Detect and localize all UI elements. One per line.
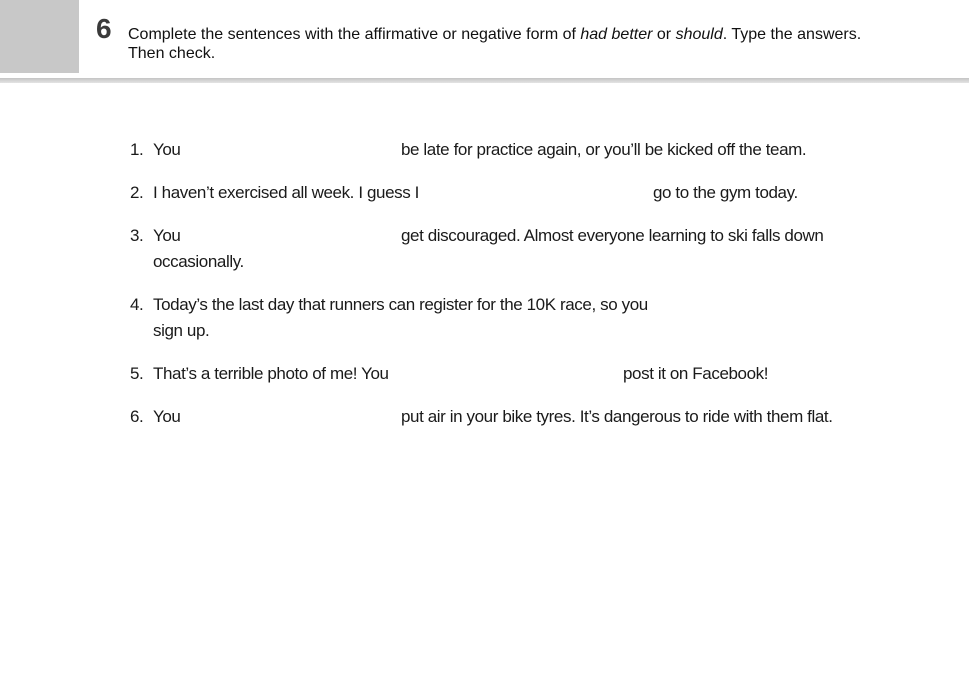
instruction-emphasis-should: should [675,26,723,43]
answer-input-1[interactable] [184,139,402,161]
item-text-after: go to the gym today. [653,183,798,202]
item-text-after: get discouraged. Almost everyone learning to ski falls down [401,226,824,245]
item-number: 2. [130,183,144,202]
item-text-continuation: sign up. [153,321,210,340]
item-text-continuation: occasionally. [153,252,244,271]
item-text-before: You [153,140,181,159]
item-text-before: You [153,407,181,426]
instruction-text-3: . Type the answers. [722,26,862,43]
item-number: 6. [130,407,144,426]
answer-input-4[interactable] [680,294,898,316]
item-number: 5. [130,364,144,383]
item-text-before: I haven’t exercised all week. I guess I [153,183,419,202]
instruction-emphasis-had-better: had better [580,26,653,43]
item-text-before: Today’s the last day that runners can register for the 10K race, so you [153,295,648,314]
instruction-text-line2: Then check. [128,45,216,62]
answer-input-6[interactable] [184,406,402,428]
item-text-before: You [153,226,181,245]
item-number: 1. [130,140,144,159]
answer-input-5[interactable] [406,363,624,385]
item-number: 3. [130,226,144,245]
exercise-number: 6 [96,13,112,44]
item-text-after: be late for practice again, or you’ll be kicked off the team. [401,140,807,159]
answer-input-3[interactable] [184,225,402,247]
item-text-after: put air in your bike tyres. It’s dangerous to ride with them flat. [401,407,833,426]
item-text-before: That’s a terrible photo of me! You [153,364,389,383]
instruction-text-2: or [652,26,676,43]
instruction-text-1: Complete the sentences with the affirmative or negative form of [128,26,581,43]
item-number: 4. [130,295,144,314]
item-text-after: post it on Facebook! [623,364,769,383]
answer-input-2[interactable] [436,182,654,204]
